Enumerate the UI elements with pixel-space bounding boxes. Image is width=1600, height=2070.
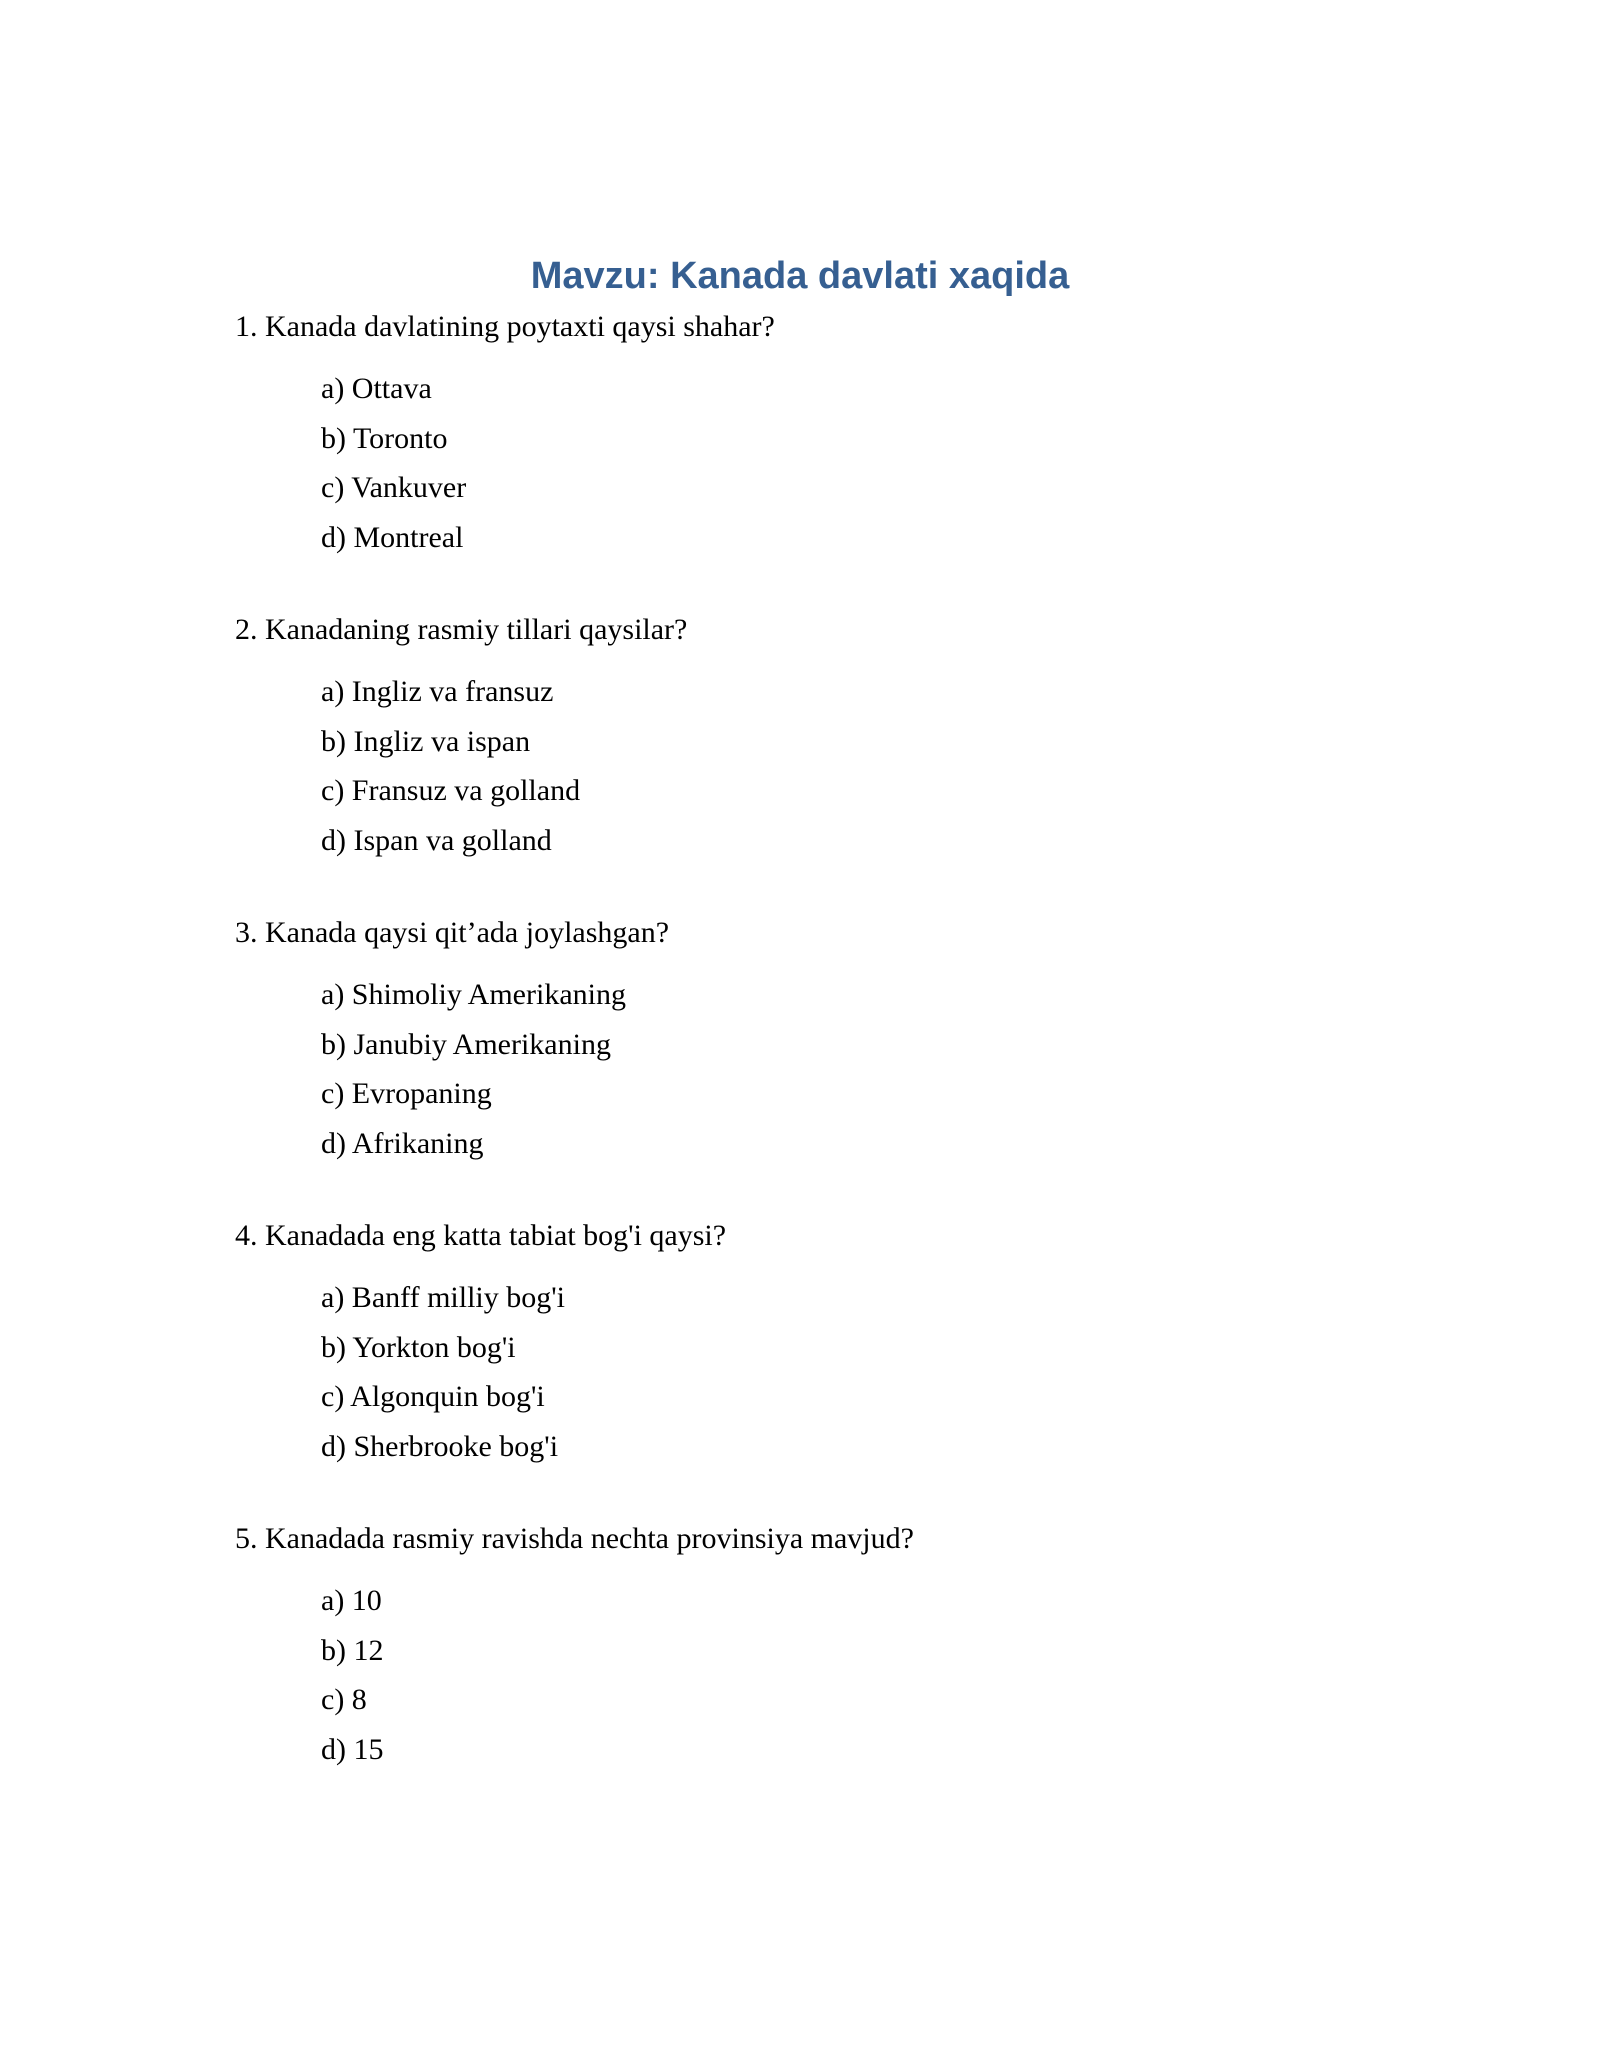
- question-text: 1. Kanada davlatining poytaxti qaysi shahar?: [235, 310, 775, 343]
- question-item: [235, 913, 1435, 1168]
- question-item: [235, 610, 1435, 865]
- answer-option: d) Afrikaning: [321, 1126, 484, 1160]
- question-text: 2. Kanadaning rasmiy tillari qaysilar?: [235, 613, 688, 646]
- answer-option: a) Shimoliy Amerikaning: [321, 978, 626, 1011]
- question-text: 3. Kanada qaysi qit’ada joylashgan?: [235, 916, 670, 949]
- question-item: [235, 1519, 1435, 1774]
- question-item: [235, 307, 1435, 562]
- answer-option: b) Janubiy Amerikaning: [321, 1027, 611, 1061]
- answer-option: a) Ottava: [321, 372, 432, 405]
- answer-options: [235, 1576, 1435, 1774]
- answer-option: b) Ingliz va ispan: [321, 724, 531, 758]
- document-title: Mavzu: Kanada davlati xaqida: [530, 255, 1070, 297]
- answer-option: c) Vankuver: [321, 471, 467, 504]
- answer-option: a) Banff milliy bog'i: [321, 1281, 565, 1314]
- answer-options: [235, 364, 1435, 562]
- answer-option: c) Fransuz va golland: [321, 774, 581, 807]
- question-text: 5. Kanadada rasmiy ravishda nechta provinsiya mavjud?: [235, 1522, 914, 1555]
- question-list: [235, 307, 1435, 1822]
- answer-option: a) 10: [321, 1584, 382, 1617]
- answer-option: d) 15: [321, 1732, 384, 1766]
- answer-options: [235, 1273, 1435, 1471]
- answer-option: a) Ingliz va fransuz: [321, 675, 554, 708]
- answer-options: [235, 667, 1435, 865]
- answer-option: d) Ispan va golland: [321, 823, 552, 857]
- answer-options: [235, 970, 1435, 1168]
- answer-option: d) Sherbrooke bog'i: [321, 1429, 559, 1463]
- question-item: [235, 1216, 1435, 1471]
- answer-option: b) Toronto: [321, 421, 448, 455]
- answer-option: d) Montreal: [321, 520, 464, 554]
- answer-option: b) Yorkton bog'i: [321, 1330, 516, 1364]
- question-text: 4. Kanadada eng katta tabiat bog'i qaysi?: [235, 1219, 727, 1252]
- answer-option: c) 8: [321, 1683, 367, 1716]
- answer-option: b) 12: [321, 1633, 384, 1667]
- answer-option: c) Evropaning: [321, 1077, 492, 1110]
- answer-option: c) Algonquin bog'i: [321, 1380, 545, 1413]
